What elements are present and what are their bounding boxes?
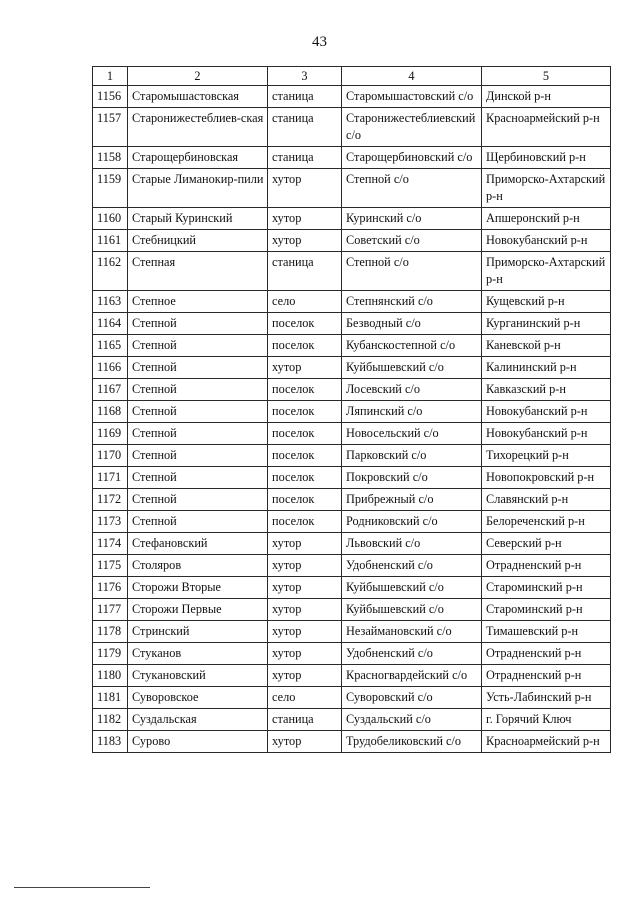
rural-council: Парковский с/о [342,445,482,467]
settlement-name: Степной [128,335,268,357]
column-header: 1 [93,67,128,86]
row-number: 1175 [93,555,128,577]
settlement-type: поселок [268,511,342,533]
header-row [93,67,611,86]
settlement-type: село [268,687,342,709]
table-row [93,533,611,555]
row-number: 1172 [93,489,128,511]
row-number: 1176 [93,577,128,599]
table-row [93,511,611,533]
settlement-name: Степной [128,467,268,489]
page-number: 43 [312,34,327,50]
table-row [93,445,611,467]
table-row [93,86,611,108]
rural-council: Красногвардейский с/о [342,665,482,687]
district-name: Новопокровский р-н [482,467,611,489]
district-name: Отрадненский р-н [482,643,611,665]
settlement-name: Степной [128,379,268,401]
rural-council: Куйбышевский с/о [342,577,482,599]
settlement-type: хутор [268,621,342,643]
district-name: Кущевский р-н [482,291,611,313]
rural-council: Прибрежный с/о [342,489,482,511]
row-number: 1180 [93,665,128,687]
settlement-type: хутор [268,533,342,555]
row-number: 1181 [93,687,128,709]
settlement-name: Старомышастовская [128,86,268,108]
rural-council: Удобненский с/о [342,555,482,577]
settlement-type: хутор [268,169,342,208]
settlement-name: Старощербиновская [128,147,268,169]
rural-council: Куринский с/о [342,208,482,230]
district-name: Тимашевский р-н [482,621,611,643]
settlement-type: хутор [268,599,342,621]
settlement-type: поселок [268,423,342,445]
rural-council: Степной с/о [342,169,482,208]
rural-council: Суздальский с/о [342,709,482,731]
table-row [93,108,611,147]
district-name: г. Горячий Ключ [482,709,611,731]
rural-council: Львовский с/о [342,533,482,555]
rural-council: Безводный с/о [342,313,482,335]
table-row [93,709,611,731]
settlement-name: Суворовское [128,687,268,709]
district-name: Красноармейский р-н [482,108,611,147]
settlements-table [92,66,611,753]
settlement-type: хутор [268,555,342,577]
table-row [93,621,611,643]
row-number: 1183 [93,731,128,753]
row-number: 1168 [93,401,128,423]
settlement-name: Столяров [128,555,268,577]
column-header: 5 [482,67,611,86]
row-number: 1173 [93,511,128,533]
rural-council: Куйбышевский с/о [342,357,482,379]
settlement-name: Сторожи Первые [128,599,268,621]
row-number: 1182 [93,709,128,731]
settlement-name: Стукановский [128,665,268,687]
district-name: Староминский р-н [482,599,611,621]
rural-council: Степнянский с/о [342,291,482,313]
table-row [93,230,611,252]
settlement-type: хутор [268,577,342,599]
settlement-name: Степной [128,489,268,511]
settlement-type: хутор [268,357,342,379]
settlement-type: хутор [268,643,342,665]
district-name: Староминский р-н [482,577,611,599]
table-row [93,379,611,401]
settlement-type: село [268,291,342,313]
district-name: Северский р-н [482,533,611,555]
settlement-name: Стефановский [128,533,268,555]
district-name: Тихорецкий р-н [482,445,611,467]
table-header [93,67,611,86]
settlement-type: хутор [268,665,342,687]
rural-council: Родниковский с/о [342,511,482,533]
table-row [93,599,611,621]
row-number: 1177 [93,599,128,621]
table-row [93,252,611,291]
settlement-name: Степной [128,313,268,335]
settlement-name: Стебницкий [128,230,268,252]
district-name: Новокубанский р-н [482,401,611,423]
settlement-name: Сторожи Вторые [128,577,268,599]
table-row [93,147,611,169]
row-number: 1170 [93,445,128,467]
row-number: 1178 [93,621,128,643]
rural-council: Старощербиновский с/о [342,147,482,169]
district-name: Приморско-Ахтарский р-н [482,169,611,208]
table-row [93,357,611,379]
settlement-name: Старый Куринский [128,208,268,230]
rural-council: Советский с/о [342,230,482,252]
table-row [93,643,611,665]
settlement-type: станица [268,709,342,731]
rural-council: Покровский с/о [342,467,482,489]
district-name: Отрадненский р-н [482,555,611,577]
row-number: 1156 [93,86,128,108]
settlement-type: поселок [268,445,342,467]
table-row [93,208,611,230]
table-row [93,731,611,753]
settlement-name: Сурово [128,731,268,753]
table-row [93,335,611,357]
row-number: 1161 [93,230,128,252]
settlement-type: поселок [268,313,342,335]
row-number: 1166 [93,357,128,379]
district-name: Славянский р-н [482,489,611,511]
settlement-name: Степное [128,291,268,313]
settlement-name: Степной [128,401,268,423]
settlement-type: поселок [268,379,342,401]
settlement-type: поселок [268,467,342,489]
settlement-type: станица [268,108,342,147]
settlement-name: Старые Лиманокир-пили [128,169,268,208]
rural-council: Старомышастовский с/о [342,86,482,108]
rural-council: Степной с/о [342,252,482,291]
row-number: 1167 [93,379,128,401]
settlement-name: Степная [128,252,268,291]
district-name: Щербиновский р-н [482,147,611,169]
district-name: Отрадненский р-н [482,665,611,687]
settlement-name: Степной [128,423,268,445]
settlement-type: хутор [268,230,342,252]
settlement-name: Степной [128,511,268,533]
row-number: 1174 [93,533,128,555]
table-row [93,169,611,208]
district-name: Курганинский р-н [482,313,611,335]
row-number: 1157 [93,108,128,147]
settlement-name: Стуканов [128,643,268,665]
row-number: 1164 [93,313,128,335]
settlement-type: поселок [268,335,342,357]
row-number: 1169 [93,423,128,445]
row-number: 1165 [93,335,128,357]
rural-council: Лосевский с/о [342,379,482,401]
rural-council: Трудобеликовский с/о [342,731,482,753]
column-header: 3 [268,67,342,86]
district-name: Калининский р-н [482,357,611,379]
settlement-name: Стринский [128,621,268,643]
row-number: 1171 [93,467,128,489]
table-body [93,86,611,753]
row-number: 1160 [93,208,128,230]
rural-council: Новосельский с/о [342,423,482,445]
column-header: 4 [342,67,482,86]
row-number: 1179 [93,643,128,665]
district-name: Динской р-н [482,86,611,108]
district-name: Новокубанский р-н [482,230,611,252]
table-row [93,555,611,577]
rural-council: Куйбышевский с/о [342,599,482,621]
settlement-type: станица [268,86,342,108]
rural-council: Удобненский с/о [342,643,482,665]
rural-council: Незаймановский с/о [342,621,482,643]
table-row [93,489,611,511]
table-row [93,687,611,709]
column-header: 2 [128,67,268,86]
settlement-name: Суздальская [128,709,268,731]
settlement-type: поселок [268,489,342,511]
settlement-type: станица [268,147,342,169]
settlement-type: поселок [268,401,342,423]
table-row [93,467,611,489]
rural-council: Старонижестеблиевский с/о [342,108,482,147]
district-name: Приморско-Ахтарский р-н [482,252,611,291]
row-number: 1163 [93,291,128,313]
settlement-type: станица [268,252,342,291]
district-name: Каневской р-н [482,335,611,357]
district-name: Красноармейский р-н [482,731,611,753]
rural-council: Суворовский с/о [342,687,482,709]
rural-council: Ляпинский с/о [342,401,482,423]
settlement-name: Степной [128,445,268,467]
rural-council: Кубанскостепной с/о [342,335,482,357]
table-row [93,313,611,335]
footnote-rule [14,887,150,888]
settlement-type: хутор [268,208,342,230]
table-row [93,665,611,687]
settlement-name: Степной [128,357,268,379]
district-name: Белореченский р-н [482,511,611,533]
table-row [93,423,611,445]
district-name: Усть-Лабинский р-н [482,687,611,709]
district-name: Кавказский р-н [482,379,611,401]
table-row [93,401,611,423]
settlement-name: Старонижестеблиев-ская [128,108,268,147]
row-number: 1159 [93,169,128,208]
settlement-type: хутор [268,731,342,753]
district-name: Новокубанский р-н [482,423,611,445]
row-number: 1158 [93,147,128,169]
table-row [93,577,611,599]
district-name: Апшеронский р-н [482,208,611,230]
row-number: 1162 [93,252,128,291]
table-row [93,291,611,313]
